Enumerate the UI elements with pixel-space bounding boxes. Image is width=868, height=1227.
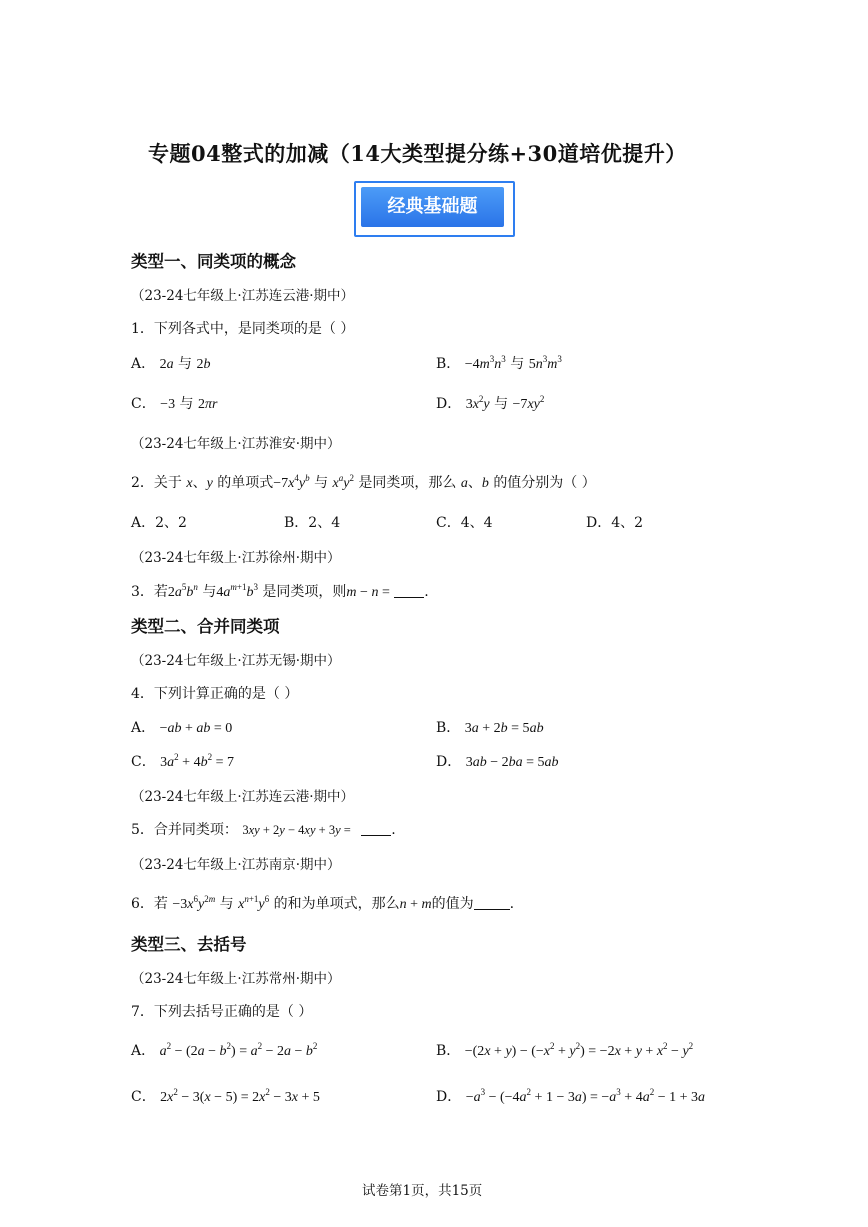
stem-text: 3．若 <box>131 584 168 600</box>
option-a <box>131 1040 317 1060</box>
option-d <box>436 751 559 771</box>
conjunction: 与 <box>178 356 193 372</box>
question-stem-5 <box>131 819 396 839</box>
section-badge <box>354 181 515 237</box>
page-footer: 试卷第1页，共15页 <box>362 1183 483 1199</box>
option-label: D． <box>436 1089 462 1105</box>
math-expression: m − n = <box>346 585 390 600</box>
option-a <box>131 717 232 737</box>
option-c <box>131 1086 320 1106</box>
math-variable: y <box>206 476 213 491</box>
math-expression: $-a^3 - (-4a^2 + 1 - 3a) = -a^3 + 4a^2 - 1 + 3a$ <box>465 1087 705 1105</box>
option-c: C．4、4 <box>436 515 493 531</box>
section-heading-1: 类型一、同类项的概念 <box>131 252 296 271</box>
stem-text: 的值分别为（ ） <box>493 475 596 491</box>
question-stem-3 <box>131 581 429 601</box>
option-b <box>436 1040 693 1060</box>
math-expression: $-(2x + y) - (-x^2 + y^2) = -2x + y + x^2 - y^2$ <box>464 1041 694 1059</box>
option-label: D． <box>436 754 462 770</box>
conjunction: 与 <box>219 896 234 912</box>
question-stem-7: 7．下列去括号正确的是（ ） <box>131 1004 313 1020</box>
math-expression: 3a + 2b = 5ab <box>464 721 544 736</box>
math-expression: $2a^5b^n$ <box>167 582 198 600</box>
conjunction: 与 <box>179 396 194 412</box>
math-expression: 3xy + 2y − 4xy + 3y = <box>242 823 351 837</box>
option-a: A．2、2 <box>131 515 187 531</box>
stem-text: 的单项式 <box>217 475 274 491</box>
option-label: B． <box>436 356 461 372</box>
separator: 、 <box>467 475 482 491</box>
option-a <box>131 353 210 373</box>
answer-blank[interactable] <box>474 897 510 910</box>
math-expression: $5n^3m^3$ <box>528 354 562 372</box>
math-expression: $3a^2 + 4b^2 = 7$ <box>160 752 234 770</box>
math-expression: 3ab − 2ba = 5ab <box>465 755 559 770</box>
stem-text: 的和为单项式，那么 <box>273 896 400 912</box>
question-source: （23-24七年级上·江苏常州·期中） <box>131 971 341 987</box>
math-expression: $-7x^4y^b$ <box>273 473 310 491</box>
badge-label: 经典基础题 <box>361 187 504 227</box>
question-source: （23-24七年级上·江苏南京·期中） <box>131 857 341 873</box>
period: . <box>424 584 429 600</box>
option-label: C． <box>131 754 156 770</box>
stem-text: 是同类项，那么 <box>358 475 457 491</box>
option-label: A． <box>131 356 156 372</box>
stem-text: 2．关于 <box>131 475 182 491</box>
question-stem-1: 1．下列各式中，是同类项的是（ ） <box>131 321 355 337</box>
stem-text: 的值为 <box>431 896 474 912</box>
math-expression: $-7xy^2$ <box>512 394 545 412</box>
conjunction: 与 <box>510 356 525 372</box>
stem-text: 6．若 <box>131 896 168 912</box>
question-source: （23-24七年级上·江苏连云港·期中） <box>131 789 355 805</box>
question-source: （23-24七年级上·江苏淮安·期中） <box>131 436 341 452</box>
math-variable: b <box>481 476 489 491</box>
question-stem-6 <box>131 893 514 913</box>
math-expression: 2a <box>159 357 174 372</box>
stem-text: 5．合并同类项： <box>131 822 238 838</box>
option-d: D．4、2 <box>586 515 644 531</box>
option-d <box>436 393 544 413</box>
conjunction: 与 <box>494 396 509 412</box>
math-expression: $3x^2y$ <box>465 394 490 412</box>
period: . <box>509 896 515 912</box>
option-label: C． <box>131 396 156 412</box>
answer-blank[interactable] <box>361 823 391 836</box>
option-label: A． <box>131 1043 156 1059</box>
conjunction: 与 <box>202 584 217 600</box>
stem-text: 是同类项，则 <box>262 584 347 600</box>
math-expression: $a^2 - (2a - b^2) = a^2 - 2a - b^2$ <box>159 1041 318 1059</box>
conjunction: 与 <box>314 475 329 491</box>
math-variable: x <box>186 476 193 491</box>
math-expression: n + m <box>399 897 432 912</box>
math-expression: $x^{n+1}y^6$ <box>238 894 270 912</box>
math-expression: $4a^{m+1}b^3$ <box>216 582 258 600</box>
question-source: （23-24七年级上·江苏连云港·期中） <box>131 288 355 304</box>
option-label: D． <box>436 396 462 412</box>
separator: 、 <box>192 475 207 491</box>
math-expression: $-3x^6y^{2m}$ <box>172 894 216 912</box>
math-expression: 2πr <box>197 397 218 412</box>
page-title: 专题04整式的加减（14大类型提分练+30道培优提升） <box>148 141 687 166</box>
section-heading-2: 类型二、合并同类项 <box>131 617 280 636</box>
math-expression: $-4m^3n^3$ <box>464 354 506 372</box>
answer-blank[interactable] <box>394 585 424 598</box>
option-b <box>436 717 544 737</box>
math-expression: $2x^2 - 3(x - 5) = 2x^2 - 3x + 5$ <box>160 1087 320 1105</box>
option-d <box>436 1086 705 1106</box>
math-variable: a <box>460 476 468 491</box>
option-label: B． <box>436 720 461 736</box>
option-label: B． <box>436 1043 461 1059</box>
option-c <box>131 751 234 771</box>
option-label: A． <box>131 720 156 736</box>
question-source: （23-24七年级上·江苏徐州·期中） <box>131 550 341 566</box>
option-c <box>131 393 217 413</box>
option-b <box>436 353 562 373</box>
option-label: C． <box>131 1089 156 1105</box>
math-expression: −3 <box>160 397 176 412</box>
math-expression: 2b <box>196 357 211 372</box>
question-stem-4: 4．下列计算正确的是（ ） <box>131 686 299 702</box>
question-stem-2 <box>131 472 596 492</box>
section-heading-3: 类型三、去括号 <box>131 935 247 954</box>
math-expression: $x^ay^2$ <box>332 473 354 491</box>
option-b: B．2、4 <box>284 515 341 531</box>
math-expression: −ab + ab = 0 <box>159 721 233 736</box>
period: . <box>391 822 396 838</box>
question-source: （23-24七年级上·江苏无锡·期中） <box>131 653 341 669</box>
